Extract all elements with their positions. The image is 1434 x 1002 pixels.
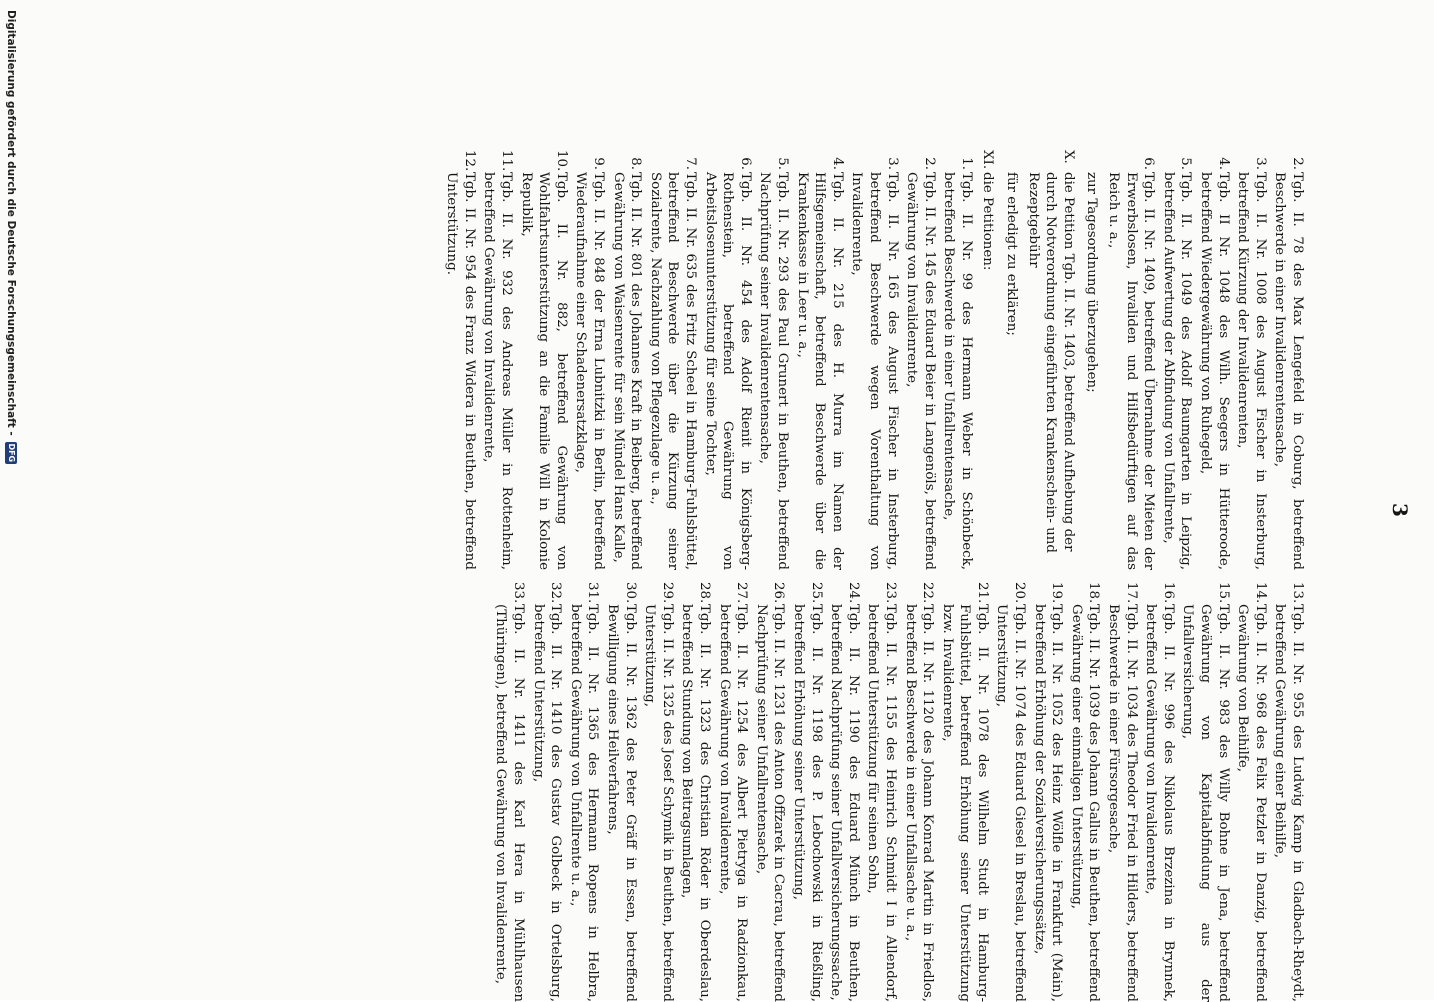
- petition-number: 4.: [829, 157, 845, 170]
- page-number: 3: [1388, 503, 1412, 517]
- section-xi-number: XI.: [980, 150, 996, 170]
- petition-text: Tgb. II. Nr. 996 des Nikolaus Brzezina in Brynnek, betreffend Gewährung von Invalidenrente,: [1143, 604, 1176, 1002]
- petition-text: Tgb. II. Nr. 454 des Adolf Rienit in Königsberg-Rothenstein, betreffend Gewährung von Arbeitslosenunterstützung für seine Tochter,: [702, 172, 753, 570]
- petition-item: [572, 150, 607, 570]
- petition-text: Tgb. II. Nr. 1410 des Gustav Golbeck in Ortelsburg, betreffend Unterstützung,: [530, 604, 564, 1002]
- petition-number: 27.: [734, 582, 750, 604]
- petition-number: 2.: [921, 157, 937, 170]
- petition-item: [1104, 582, 1139, 1002]
- digitization-credit: [0, 0, 22, 1000]
- petition-text: Tgb. II. Nr. 1323 des Christian Röder in Oberdeslau, betreffend Stundung von Beitragsumlagen,: [679, 604, 712, 1002]
- petition-text: Tgb. II. Nr. 635 des Fritz Scheel in Hamburg-Fuhlsbüttel, betreffend Beschwerde über die Kürzung seiner Sozialrente, Nachzahlung von Pflegezulage u. a.,: [647, 172, 698, 570]
- petition-item: [938, 582, 991, 1002]
- credit-text: Digitalisierung gefördert durch die Deutsche Forschungsgemeinschaft -: [5, 10, 17, 436]
- petition-item: [827, 582, 862, 1002]
- petition-number: 26.: [771, 582, 787, 604]
- petition-text: Tgb. II. Nr. 215 des H. Murra im Namen der Hilfsgemeinschaft, betreffend Beschwerde über die Krankenkasse in Leer u. a.,: [794, 172, 845, 570]
- petition-text: Tgb. II. Nr. 1052 des Heinz Wölfle in Frankfurt (Main), betreffend Erhöhung der Sozialversicherungssätze,: [1031, 604, 1065, 1002]
- petition-text: Tgb. II. Nr. 165 des August Fischer in Insterburg, betreffend Beschwerde wegen Vorenthaltung von Invalidenrente,: [849, 172, 900, 570]
- petition-text: Tgb. II. Nr. 1074 des Eduard Giesel in Breslau, betreffend Unterstützung,: [994, 604, 1028, 1002]
- petition-item: [678, 582, 713, 1002]
- petition-item: [864, 582, 899, 1002]
- petition-text: Tgb. II. Nr. 293 des Paul Grunert in Beuthen, betreffend Nachprüfung seiner Invalidenrentensache,: [757, 172, 790, 570]
- petition-item: [480, 150, 515, 570]
- left-column: [441, 150, 1306, 570]
- petition-item: [701, 150, 754, 570]
- petition-number: 30.: [622, 582, 638, 604]
- petition-number: 29.: [659, 582, 675, 604]
- petition-text: Tgb. II. Nr. 1231 des Anton Offzarek in Cacrau, betreffend Nachprüfung seiner Unfallrentensache,: [753, 604, 787, 1002]
- petition-item: [1196, 150, 1231, 570]
- petition-item: [940, 150, 975, 570]
- petition-text: Tgb. II. Nr. 1120 des Johann Konrad Martin in Friedlos, betreffend Beschwerde in einer Unfallsache u. a.,: [902, 604, 936, 1002]
- petition-text: Tgb. II. Nr. 1190 des Eduard Münch in Beuthen, betreffend Nachprüfung seiner Unfallversicherungssache,: [828, 604, 861, 1002]
- petition-number: 2.: [1290, 157, 1305, 170]
- petition-number: 6.: [737, 157, 753, 170]
- petition-item: [1271, 582, 1306, 1002]
- petition-text: Tgb. II. Nr. 1039 des Johann Gallus in Beuthen, betreffend Gewährung einer einmaligen Unterstützung,: [1068, 604, 1102, 1002]
- petition-item: [1234, 582, 1269, 1002]
- petition-item: [566, 582, 601, 1002]
- petition-number: 6.: [1141, 157, 1157, 170]
- petition-text: Tgb. II. Nr. 1362 des Peter Gräff in Essen, betreffend Bewilligung eines Heilverfahrens,: [605, 604, 638, 1002]
- petition-item: [1179, 582, 1232, 1002]
- petition-item: [1234, 150, 1269, 570]
- petition-item: [1067, 582, 1102, 1002]
- petition-item: [1104, 150, 1157, 570]
- petition-number: 3.: [1252, 157, 1268, 170]
- petition-text: Tgb. II. Nr. 801 des Johannes Kraft in Beiberg, betreffend Gewährung von Waisenrente für sein Mündel Hans Kalle,: [610, 172, 644, 570]
- petition-number: 31.: [585, 582, 601, 604]
- petition-number: 21.: [974, 582, 990, 604]
- petition-number: 16.: [1160, 582, 1176, 604]
- petition-item: [1271, 150, 1306, 570]
- petition-item: [603, 582, 638, 1002]
- petition-number: 14.: [1252, 582, 1268, 604]
- petition-text: Tgb. II. Nr. 968 des Felix Petzler in Danzig, betreffend Gewährung von Beihilfe,: [1235, 604, 1268, 1002]
- petition-number: 5.: [1178, 157, 1194, 170]
- petition-number: 19.: [1049, 582, 1065, 604]
- petition-number: 7.: [683, 157, 698, 170]
- petition-number: 4.: [1215, 157, 1231, 170]
- petition-text: Tgb. II. 78 des Max Lengefeld in Coburg, betreffend Beschwerde in einer Invalidenrentensache,: [1272, 172, 1305, 570]
- dfg-logo: DFG: [7, 443, 16, 463]
- section-x-closing: für erledigt zu erklären;: [1004, 172, 1020, 336]
- petition-text: Tgb. II. Nr. 1365 des Hermann Ropens in Helbra, betreffend Gewährung von Unfallrente u. a.,: [567, 604, 601, 1002]
- petition-number: 10.: [553, 150, 569, 172]
- petition-text: Tgb. II. Nr. 1008 des August Fischer in Insterburg, betreffend Kürzung der Invalidenrenten,: [1235, 172, 1268, 570]
- petition-number: 17.: [1123, 582, 1139, 604]
- petition-number: 32.: [548, 582, 564, 604]
- petition-item: [492, 582, 527, 1002]
- petition-number: 24.: [845, 582, 861, 604]
- petition-number: 1.: [958, 157, 974, 170]
- petition-number: 9.: [591, 157, 607, 170]
- section-x: [1024, 150, 1077, 570]
- petition-number: 23.: [882, 582, 898, 604]
- petition-item: [529, 582, 564, 1002]
- petition-item: [1159, 150, 1194, 570]
- petition-text: Tgb. II. Nr. 1411 des Karl Hera in Mühlhausen (Thüringen), betreffend Gewährung von Invalidenrente,: [493, 604, 527, 1002]
- petition-item: [903, 150, 938, 570]
- petition-item: [848, 150, 901, 570]
- petition-text: Tgb. II. Nr. 882, betreffend Gewährung von Wohlfahrtsunterstützung an die Familie Will in Kolonie Republik,: [518, 172, 569, 570]
- petition-item: [789, 582, 824, 1002]
- petition-item: [646, 150, 699, 570]
- petition-text: Tgb. II. Nr. 1078 des Wilhelm Studt in Hamburg-Fuhlsbüttel, betreffend Erhöhung seiner Unterstützung bzw. Invalidenrente,: [939, 604, 990, 1002]
- petition-text: Tgb. II. Nr. 1049 des Adolf Baumgarten in Leipzig, betreffend Aufwertung der Abfindung von Unfallrente,: [1160, 172, 1194, 570]
- petition-list-xi: [443, 150, 975, 570]
- right-column: [490, 582, 1306, 1002]
- petition-item: [756, 150, 791, 570]
- petition-text: Tgb. II. Nr. 954 des Franz Widera in Beuthen, betreffend Unterstützung.: [444, 172, 477, 570]
- petition-item: [641, 582, 676, 1002]
- petition-number: 3.: [884, 157, 900, 170]
- petition-text: Tgb. II. Nr. 955 des Ludwig Kamp in Gladbach-Rheydt, betreffend Gewährung einer Beihilfe,: [1272, 604, 1305, 1002]
- petition-text: Tgb. II. Nr. 1198 des P. Lebochowski in Rießling, betreffend Erhöhung seiner Unterstützung,: [790, 604, 824, 1002]
- petition-number: 8.: [628, 157, 644, 170]
- petition-number: 15.: [1215, 582, 1231, 604]
- petition-text: Tgb. II. Nr. 99 des Hermann Weber in Schönbeck, betreffend Beschwerde in einer Unfallrentensache,: [941, 172, 974, 570]
- section-xi: [979, 150, 997, 570]
- petition-item: [901, 582, 936, 1002]
- section-x-number: X.: [1060, 150, 1076, 164]
- petition-item: [715, 582, 750, 1002]
- petition-item: [793, 150, 846, 570]
- petition-item: [1142, 582, 1177, 1002]
- petition-text: Tgb. II. Nr. 145 des Eduard Beier in Langenöls, betreffend Gewährung von Invalidenrente,: [904, 172, 937, 570]
- section-xi-text: die Petitionen:: [980, 172, 996, 271]
- petition-number: 11.: [499, 150, 515, 172]
- petition-text: Tgb. II. Nr. 848 der Erna Lubnitzki in Berlin, betreffend Wiederaufnahme einer Schadenersatzklage,: [573, 172, 607, 570]
- petition-list-xi-continued: [492, 582, 1306, 1002]
- petition-text: Tgb. II. Nr. 1155 des Heinrich Schmidt I in Allendorf, betreffend Unterstützung für seinen Sohn,: [865, 604, 898, 1002]
- petition-number: 22.: [920, 582, 936, 604]
- section-x-text: die Petition Tgb. II. Nr. 1403, betreffend Aufhebung der durch Notverordnung eingeführten Krankenschein- und Rezeptgebühr: [1025, 172, 1076, 553]
- petition-number: 18.: [1086, 582, 1102, 604]
- petition-number: 13.: [1290, 582, 1305, 604]
- petition-item: [752, 582, 787, 1002]
- petition-item: [993, 582, 1028, 1002]
- petition-text: Tgb. II. Nr. 983 des Willy Bohne in Jena, betreffend Gewährung von Kapitalabfindung aus der Unfallversicherung,: [1180, 604, 1231, 1002]
- petition-text: Tgb. II Nr. 1048 des Wilh. Seegers in Hütteroode, betreffend Wiedergewährung von Ruhegeld,: [1198, 172, 1231, 570]
- petition-number: 25.: [808, 582, 824, 604]
- petition-number: 20.: [1012, 582, 1028, 604]
- petition-number: 33.: [511, 582, 527, 604]
- agenda-phrase: zur Tagesordnung überzugehen;: [1084, 172, 1100, 393]
- petition-item: [517, 150, 570, 570]
- petition-text: Tgb. II. Nr. 932 des Andreas Müller in Rottenheim, betreffend Gewährung von Invalidenrente,: [481, 172, 515, 570]
- petition-item: [1030, 582, 1065, 1002]
- petition-number: 28.: [697, 582, 712, 604]
- petition-text: Tgb. II. Nr. 1325 des Josef Schymik in Beuthen, betreffend Unterstützung,: [642, 604, 675, 1002]
- petition-item: [609, 150, 644, 570]
- petition-list-ix: [1104, 150, 1306, 570]
- petition-number: 12.: [461, 150, 477, 172]
- petition-item: [443, 150, 478, 570]
- petition-text: Tgb. II. Nr. 1254 des Albert Pietryga in Radzionkau, betreffend Gewährung von Invalidenrente,: [716, 604, 750, 1002]
- petition-text: Tgb. II. Nr. 1034 des Theodor Fried in Hilders, betreffend Beschwerde in einer Fürsorgesache,: [1106, 604, 1139, 1002]
- petition-number: 5.: [774, 157, 790, 170]
- petition-text: Tgb. II. Nr. 1409, betreffend Übernahme der Mieten der Erwerbslosen, Invaliden und Hilfsbedürftigen auf das Reich u. a.,: [1106, 172, 1157, 570]
